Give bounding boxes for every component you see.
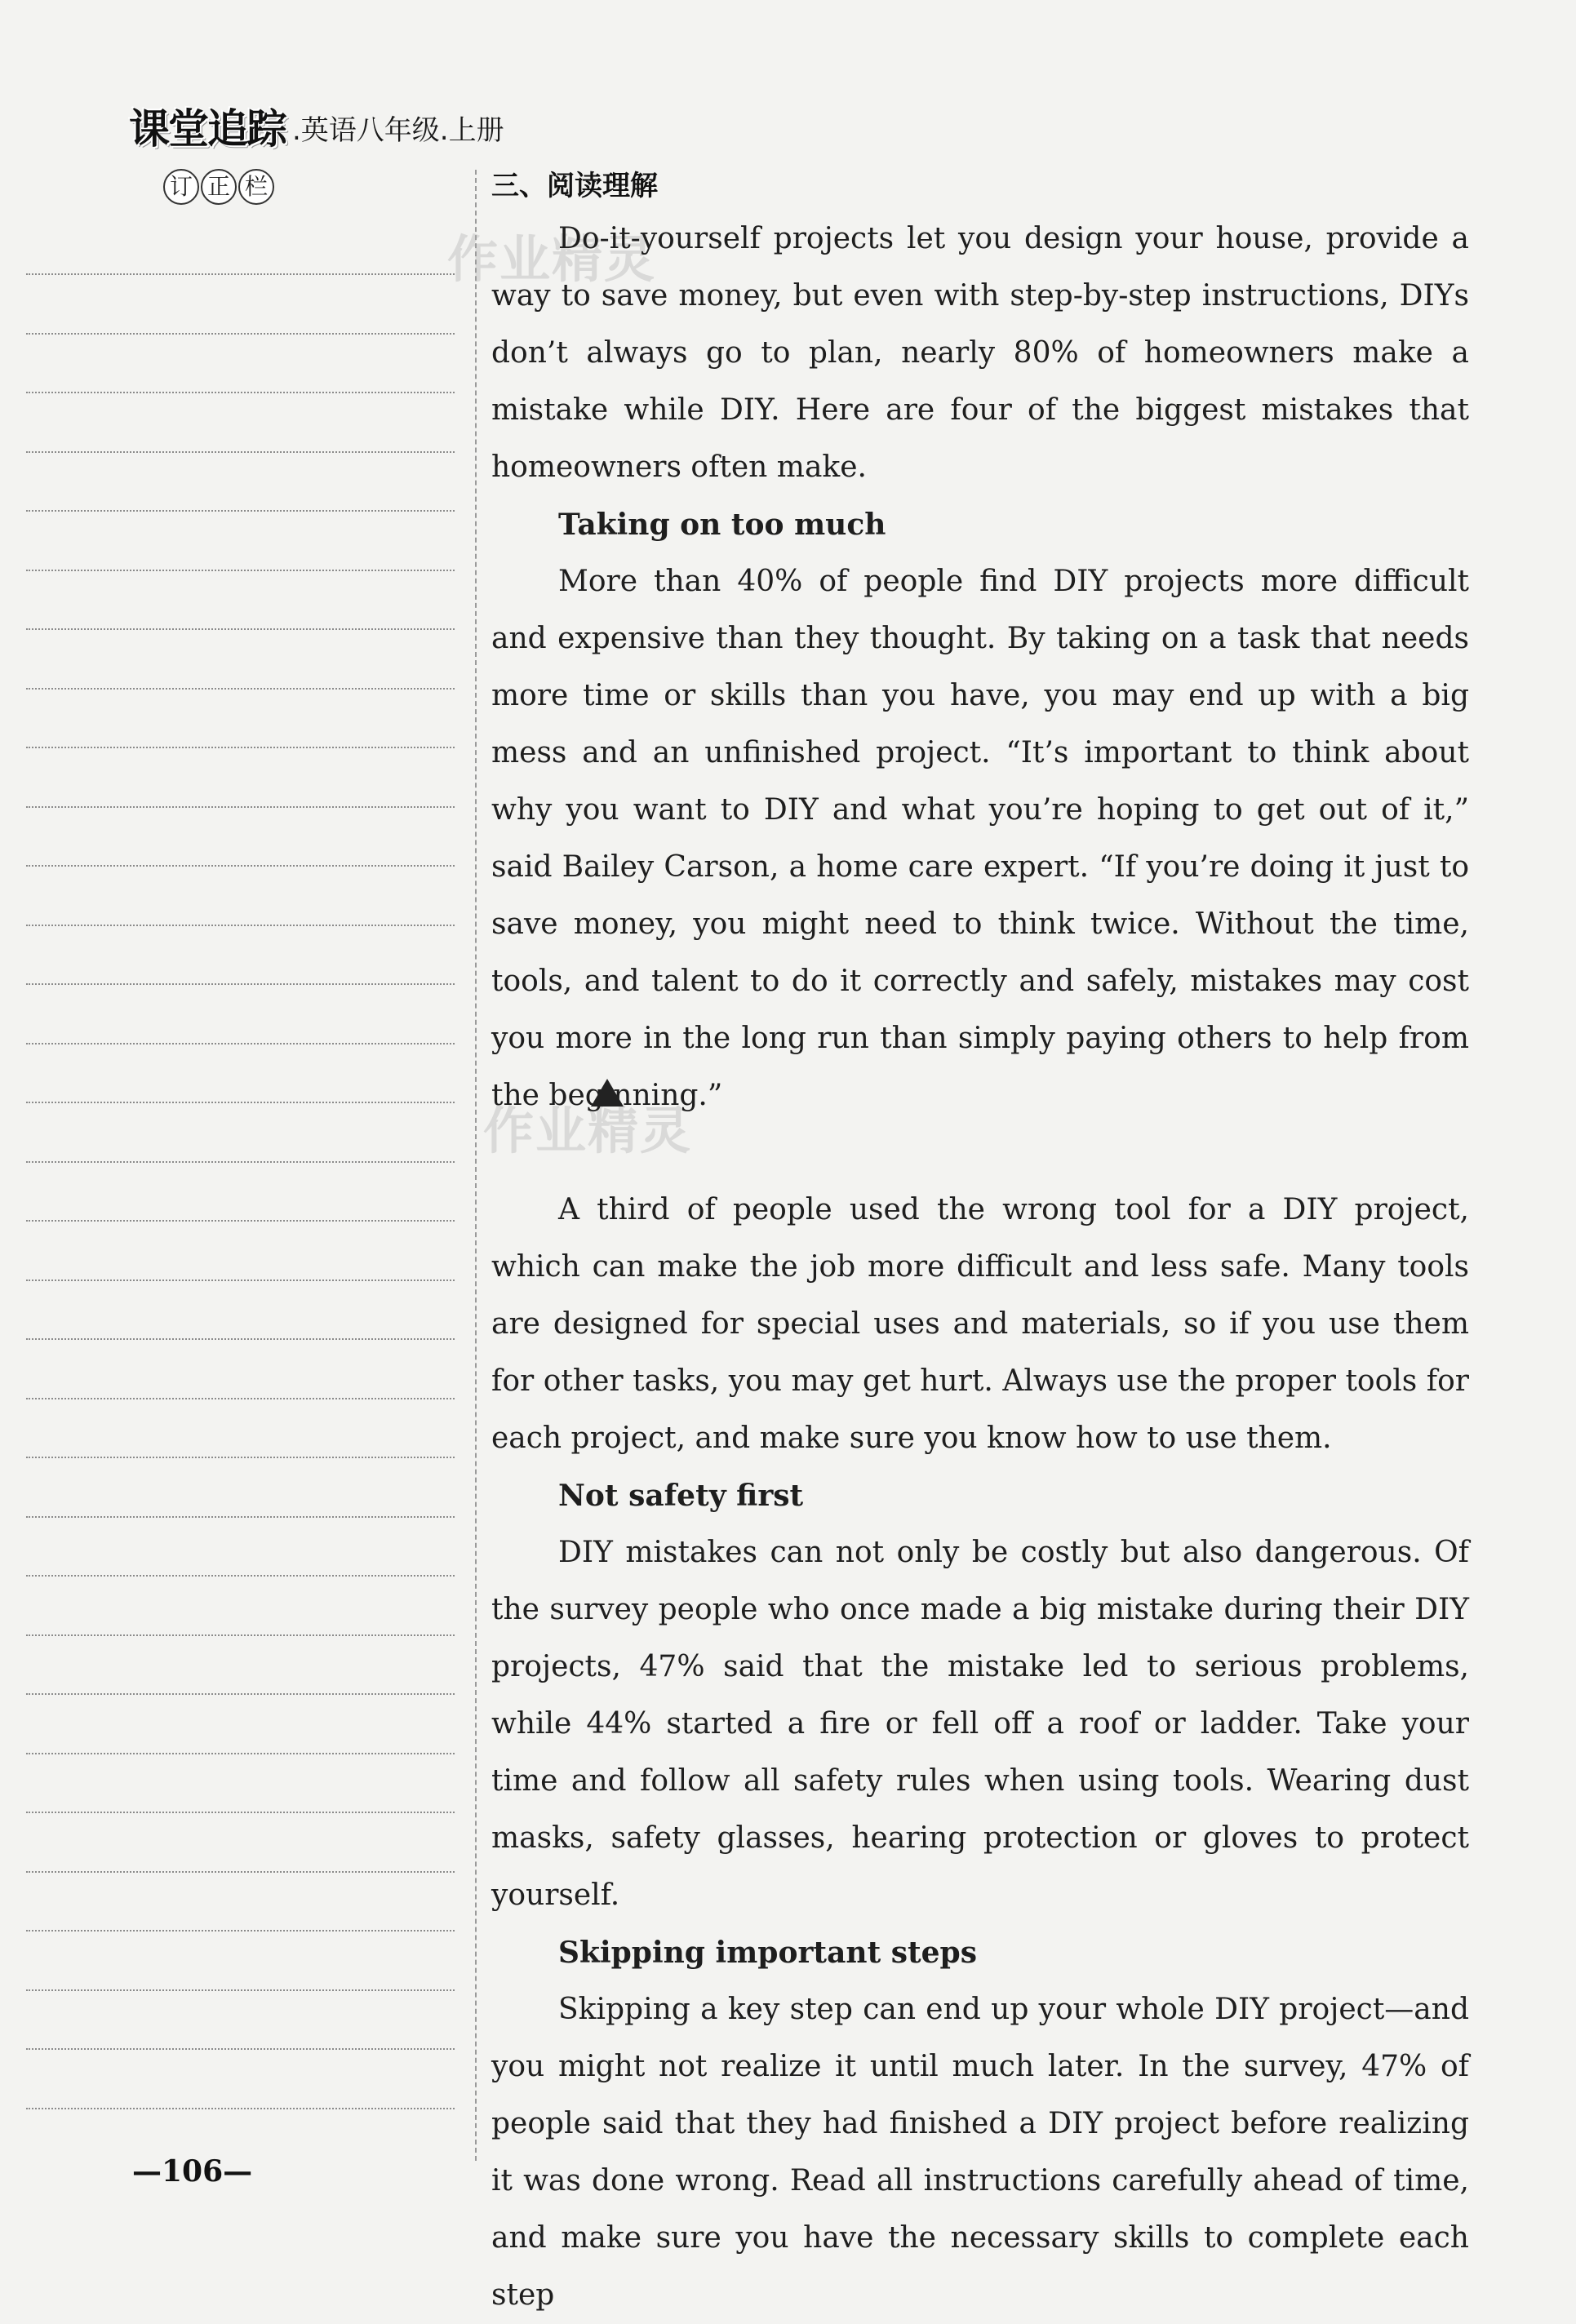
page-number: —106—: [132, 2154, 253, 2189]
paragraph: More than 40% of people find DIY projects more difficult and expensive than they thought. By taking on a task that needs more time or skills than you have, you may end up with a big mess and an unfinished project. “It’s important to think about why you want to DIY and what you’re hoping to get out of it,” said Bailey Carson, a home care expert. “If you’re doing it just to save money, you might need to think twice. Without the time, tools, and talent to do it correctly and safely, mistakes may cost you more in the long run than simply paying others to help from the beginning.”: [491, 565, 1469, 1112]
watermark: 作业精灵: [483, 1101, 693, 1160]
subheading: Not safety first: [558, 1479, 804, 1513]
correction-line: [26, 1398, 455, 1399]
reading-passage: [491, 211, 1469, 2324]
correction-line: [26, 1161, 455, 1163]
correction-line: [26, 570, 455, 571]
correction-line: [26, 1812, 455, 1813]
correction-line: [26, 2048, 455, 2050]
correction-line: [26, 1043, 455, 1044]
correction-line: [26, 806, 455, 808]
correction-line: [26, 1989, 455, 1991]
book-subtitle: .英语八年级.上册: [292, 114, 504, 147]
correction-line: [26, 1871, 455, 1873]
correction-line: [26, 1930, 455, 1931]
subheading: Taking on too much: [558, 508, 886, 542]
correction-line: [26, 983, 455, 985]
paragraph: Skipping a key step can end up your whole DIY project—and you might not realize it until much later. In the survey, 47% of people said that they had finished a DIY project before realizing it was done wrong. Read all instructions carefully ahead of time, and make sure you have the necessary skills to complete each step: [491, 1993, 1469, 2312]
correction-line: [26, 1280, 455, 1281]
correction-line: [26, 333, 455, 335]
watermark: 作业精灵: [447, 229, 657, 289]
correction-line: [26, 1457, 455, 1458]
correction-line: [26, 1102, 455, 1103]
correction-line: [26, 1693, 455, 1695]
subheading: Skipping important steps: [558, 1936, 977, 1970]
paragraph: DIY mistakes can not only be costly but also dangerous. Of the survey people who once made a big mistake during their DIY projects, 47% said that the mistake led to serious problems, while 44% started a fire or fell off a roof or ladder. Take your time and follow all safety rules when using tools. Wearing dust masks, safety glasses, hearing protection or gloves to protect yourself.: [491, 1536, 1469, 1912]
correction-line: [26, 1516, 455, 1518]
correction-column-title: [163, 169, 274, 205]
page-header: [129, 96, 504, 153]
correction-line: [26, 273, 455, 275]
paragraph: A third of people used the wrong tool for a DIY project, which can make the job more difficult and less safe. Many tools are designed for special uses and materials, so if you use them for other tasks, you may get hurt. Always use the proper tools for each project, and make sure you know how to use them.: [491, 1193, 1469, 1455]
correction-line: [26, 1220, 455, 1222]
intro-paragraph: Do-it-yourself projects let you design your house, provide a way to save money, but even with step-by-step instructions, DIYs don’t always go to plan, nearly 80% of homeowners make a mistake while DIY. Here are four of the biggest mistakes that homeowners often make.: [491, 222, 1469, 484]
correction-line: [26, 1634, 455, 1636]
missing-heading-blank: [491, 1124, 1469, 1182]
correction-line: [26, 1575, 455, 1577]
correction-char: 栏: [238, 169, 274, 205]
correction-line: [26, 747, 455, 748]
correction-line: [26, 925, 455, 926]
column-divider: [475, 170, 477, 2161]
correction-line: [26, 1338, 455, 1340]
correction-line: [26, 451, 455, 453]
blank-marker-icon: [591, 1079, 624, 1107]
correction-line: [26, 2108, 455, 2109]
section-title: 三、阅读理解: [491, 170, 658, 202]
correction-char: 正: [201, 169, 237, 205]
correction-line: [26, 688, 455, 690]
correction-line: [26, 865, 455, 867]
correction-line: [26, 1753, 455, 1754]
correction-line: [26, 510, 455, 512]
correction-line: [26, 392, 455, 393]
correction-line: [26, 628, 455, 630]
correction-char: 订: [163, 169, 199, 205]
brand-logo: 课堂追踪: [129, 105, 286, 153]
